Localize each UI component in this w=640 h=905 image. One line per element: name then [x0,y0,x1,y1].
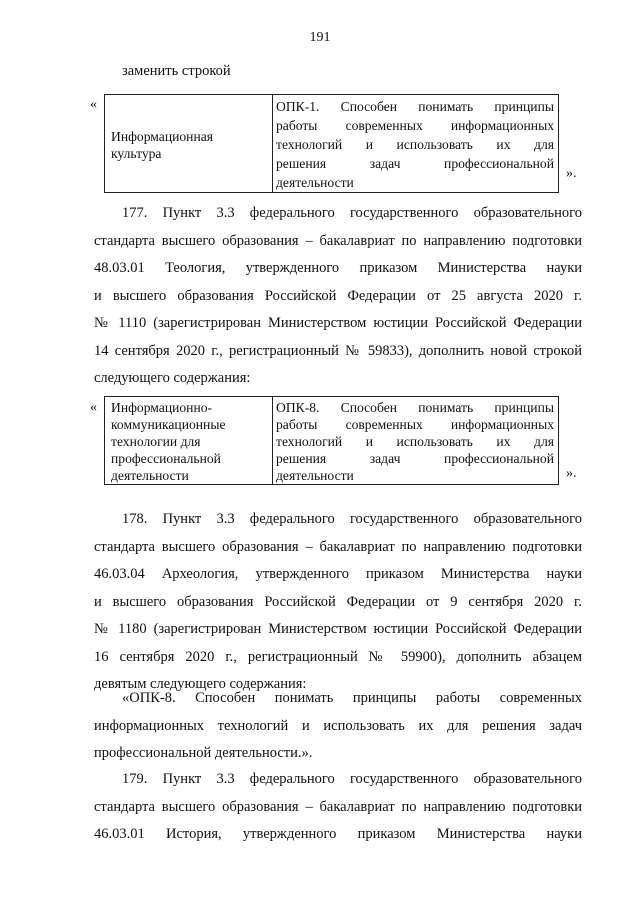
paragraph-line: стандарта высшего образования – бакалавриат по направлению подготовки [94,232,582,249]
paragraph-line: 46.03.01 История, утвержденного приказом Министерства науки [94,826,582,842]
page-number: 191 [309,30,331,45]
table1-close-quote: ». [566,166,577,181]
table2-left-line: коммуникационные [111,417,226,432]
paragraph-line: стандарта высшего образования – бакалавриат по направлению подготовки [94,798,582,815]
table1-left-line: культура [111,145,162,161]
paragraph-line: 179. Пункт 3.3 федерального государственного образовательного [122,771,582,787]
paragraph-line: 48.03.01 Теология, утвержденного приказом Министерства науки [94,260,582,276]
paragraph-line: и высшего образования Российской Федерации от 9 сентября 2020 г. [94,593,582,610]
paragraph-line: 14 сентября 2020 г., регистрационный № 59833), дополнить новой строкой [94,342,582,359]
paragraph-line: и высшего образования Российской Федерации от 25 августа 2020 г. [94,287,582,304]
paragraph-177 [94,200,582,393]
paragraph-line: девятым следующего содержания: [94,676,307,692]
table1-right-line: решения задач профессиональной [276,156,554,171]
table2-close-quote: ». [566,466,577,481]
table1-right-line: деятельности [276,175,354,190]
table2-right-line: работы современных информационных [276,417,554,432]
paragraph-line: 178. Пункт 3.3 федерального государственного образовательного [122,511,582,527]
paragraph-line: 16 сентября 2020 г., регистрационный № 59900), дополнить абзацем [94,648,582,665]
paragraph-line: «ОПК-8. Способен понимать принципы работы современных [122,690,582,706]
table2-right-line: технологий и использовать их для [276,434,554,449]
table2-left-line: Информационно- [111,400,213,415]
table2-open-quote: « [90,400,97,415]
paragraph-179 [94,766,582,849]
table1-right-line: ОПК-1. Способен понимать принципы [276,99,554,114]
table2-left-cell [105,397,273,485]
table2 [104,396,559,485]
table1 [104,94,559,193]
paragraph-line: следующего содержания: [94,370,251,386]
table2-left-line: профессиональной [111,451,221,466]
table2-right-line: ОПК-8. Способен понимать принципы [276,400,554,415]
paragraph-178 [94,506,582,699]
table1-left-cell [105,95,273,193]
paragraph-line: стандарта высшего образования – бакалавриат по направлению подготовки [94,538,582,555]
table2-left-line: деятельности [111,468,189,483]
table1-open-quote: « [90,97,97,112]
table1-left-line: Информационная [111,128,214,144]
table2-left-line: технологии для [111,434,201,449]
quote-opk8 [94,685,582,768]
paragraph-line: № 1180 (зарегистрирован Министерством юстиции Российской Федерации [94,621,582,637]
table1-right-line: работы современных информационных [276,118,554,133]
paragraph-line: 46.03.04 Археология, утвержденного приказом Министерства науки [94,566,582,582]
paragraph-line: информационных технологий и использовать их для решения задач [94,717,582,734]
intro-text: заменить строкой [122,63,231,79]
table1-right-cell [273,95,559,193]
table2-right-line: деятельности [276,468,354,483]
paragraph-line: 177. Пункт 3.3 федерального государственного образовательного [122,205,582,221]
paragraph-line: № 1110 (зарегистрирован Министерством юстиции Российской Федерации [94,315,582,331]
paragraph-line: профессиональной деятельности.». [94,745,313,761]
table1-right-line: технологий и использовать их для [276,137,554,152]
table2-right-line: решения задач профессиональной [276,451,554,466]
table2-right-cell [273,397,559,485]
